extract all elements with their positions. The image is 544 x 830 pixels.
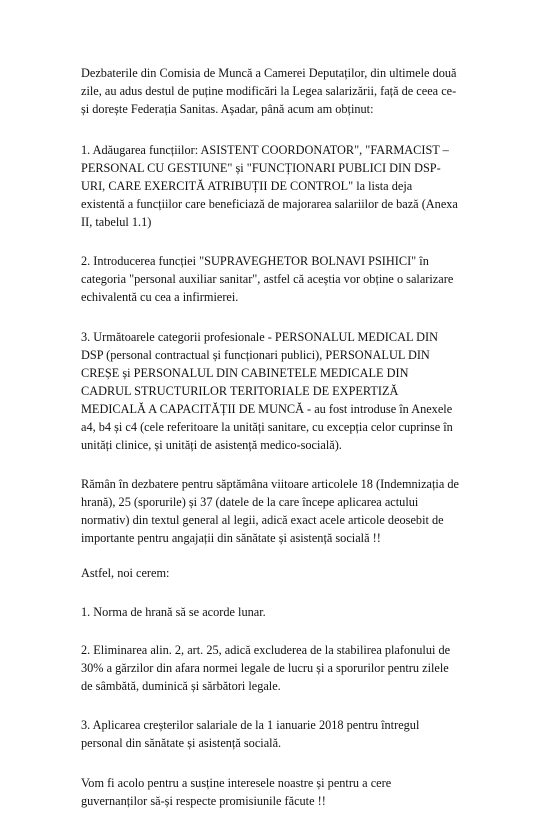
- text-line: normativ) din textul general al legii, adică exact acele articole deosebit de: [81, 513, 444, 527]
- point-1-functions-paragraph: [81, 141, 471, 231]
- text-line: 1. Norma de hrană să se acorde lunar.: [81, 605, 266, 619]
- point-3-categories-paragraph: [81, 328, 471, 454]
- text-line: CADRUL STRUCTURILOR TERITORIALE DE EXPERTIZĂ: [81, 384, 399, 398]
- intro-paragraph: [81, 64, 471, 118]
- text-line: 2. Introducerea funcției "SUPRAVEGHETOR BOLNAVI PSIHICI" în: [81, 254, 429, 268]
- text-line: 3. Următoarele categorii profesionale - PERSONALUL MEDICAL DIN: [81, 330, 438, 344]
- text-line: personal din sănătate și asistență socială.: [81, 736, 282, 750]
- closing-paragraph: [81, 774, 471, 810]
- demands-heading: [81, 564, 471, 582]
- text-line: Dezbaterile din Comisia de Muncă a Camerei Deputaților, din ultimele două: [81, 66, 457, 80]
- demand-3-paragraph: [81, 716, 471, 752]
- text-line: echivalentă cu cea a infirmierei.: [81, 290, 239, 304]
- text-line: DSP (personal contractual și funcționari publici), PERSONALUL DIN: [81, 348, 430, 362]
- text-line: 2. Eliminarea alin. 2, art. 25, adică excluderea de la stabilirea plafonului de: [81, 643, 451, 657]
- text-line: Rămân în dezbatere pentru săptămâna viitoare articolele 18 (Indemnizația de: [81, 477, 459, 491]
- point-2-supervisor-paragraph: [81, 252, 471, 306]
- text-line: a4, b4 și c4 (cele referitoare la unități sanitare, cu excepția celor cuprinse în: [81, 420, 453, 434]
- text-line: PERSONAL CU GESTIUNE" și "FUNCȚIONARI PUBLICI DIN DSP-: [81, 161, 441, 175]
- text-line: URI, CARE EXERCITĂ ATRIBUȚII DE CONTROL" la lista deja: [81, 179, 413, 193]
- document-page: [81, 64, 471, 830]
- text-line: existentă a funcțiilor care beneficiază de majorarea salariilor de bază (Anexa: [81, 197, 458, 211]
- text-line: și dorește Federația Sanitas. Așadar, până acum am obținut:: [81, 102, 374, 116]
- text-line: CREȘE și PERSONALUL DIN CABINETELE MEDICALE DIN: [81, 366, 409, 380]
- text-line: 1. Adăugarea funcțiilor: ASISTENT COORDONATOR", "FARMACIST –: [81, 143, 449, 157]
- text-line: guvernanților să-și respecte promisiunile făcute !!: [81, 794, 326, 808]
- text-line: 30% a gărzilor din afara normei legale de lucru și a sporurilor pentru zilele: [81, 661, 449, 675]
- text-line: Vom fi acolo pentru a susține interesele noastre și pentru a cere: [81, 776, 392, 790]
- text-line: II, tabelul 1.1): [81, 215, 152, 229]
- demand-1-paragraph: [81, 603, 471, 621]
- text-line: de sâmbătă, duminică și sărbători legale.: [81, 679, 281, 693]
- text-line: Astfel, noi cerem:: [81, 566, 170, 580]
- pending-debate-paragraph: [81, 475, 471, 547]
- text-line: MEDICALĂ A CAPACITĂȚII DE MUNCĂ - au fost introduse în Anexele: [81, 402, 453, 416]
- text-line: zile, au adus destul de puține modificări la Legea salarizării, față de ceea ce-: [81, 84, 457, 98]
- text-line: unități clinice, și unități de asistență medico-socială).: [81, 438, 342, 452]
- text-line: categoria "personal auxiliar sanitar", astfel că aceștia vor obține o salarizare: [81, 272, 454, 286]
- text-line: importante pentru angajații din sănătate și asistență socială !!: [81, 531, 381, 545]
- text-line: 3. Aplicarea creșterilor salariale de la 1 ianuarie 2018 pentru întregul: [81, 718, 420, 732]
- text-line: hrană), 25 (sporurile) și 37 (datele de la care începe aplicarea actului: [81, 495, 419, 509]
- demand-2-paragraph: [81, 641, 471, 695]
